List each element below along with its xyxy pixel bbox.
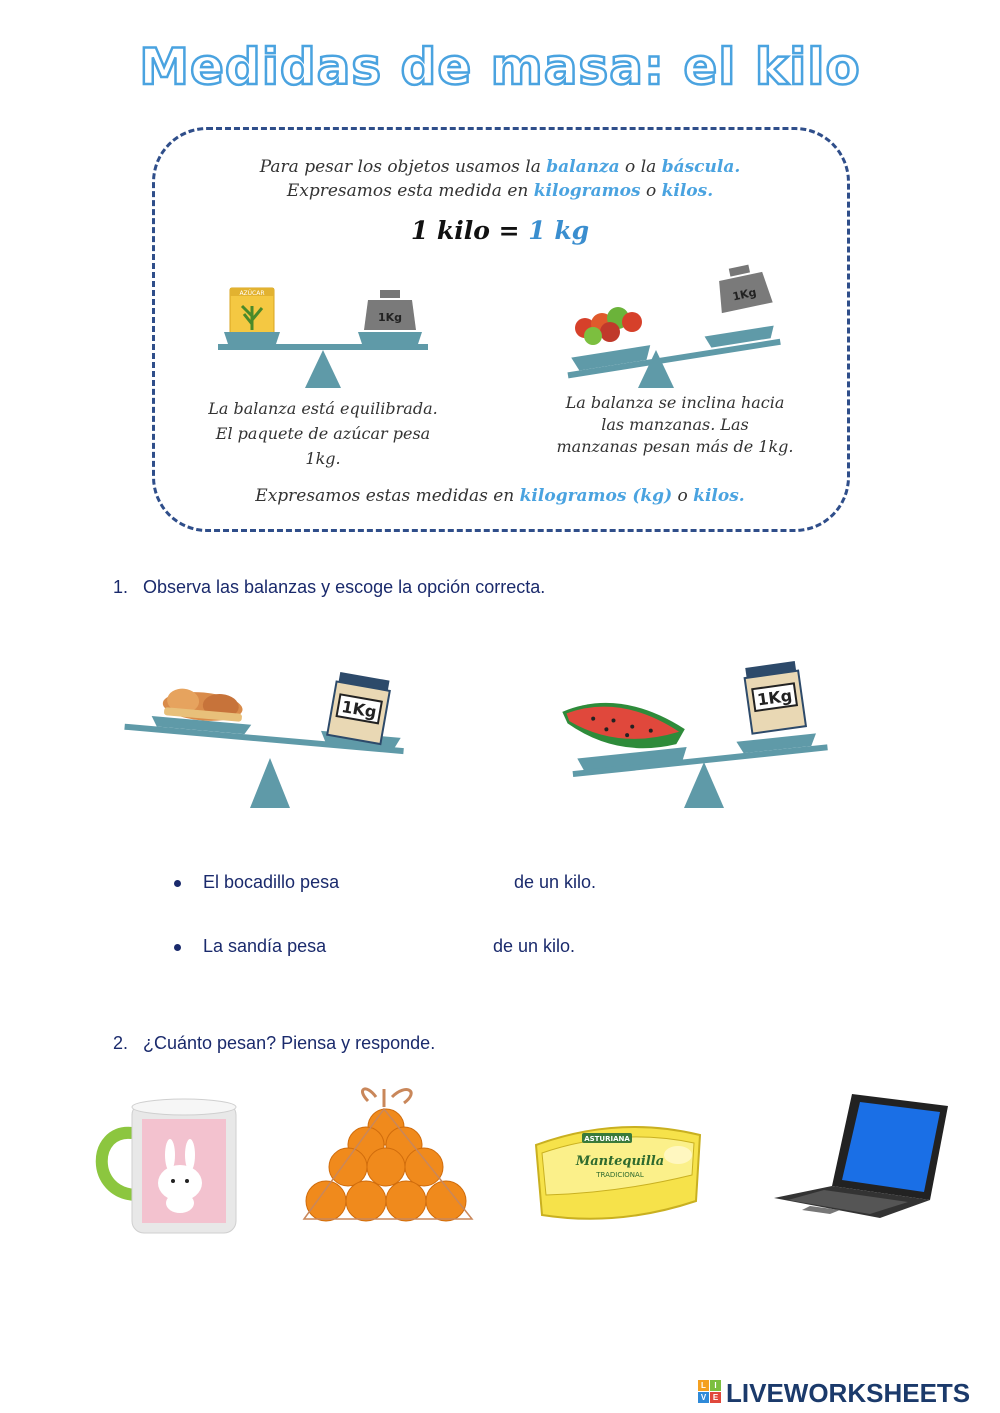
svg-text:1Kg: 1Kg bbox=[377, 311, 403, 324]
svg-text:TRADICIONAL: TRADICIONAL bbox=[596, 1171, 644, 1179]
sandwich-weight-answer-field[interactable] bbox=[364, 872, 508, 898]
caption-tilted-line-2: las manzanas. Las bbox=[601, 415, 749, 434]
answer-item-watermelon-end: de un kilo. bbox=[493, 936, 576, 956]
bullet-dot bbox=[174, 880, 181, 887]
svg-text:ASTURIANA: ASTURIANA bbox=[584, 1135, 630, 1143]
liveworksheets-brand: LIVEWORKSHEETS bbox=[726, 1378, 971, 1408]
caption-balanced-line-3: 1kg. bbox=[305, 449, 341, 468]
answer-item-sandwich bbox=[174, 872, 674, 896]
sugar-package-icon bbox=[230, 288, 274, 334]
tilted-scale-apples-illustration bbox=[560, 262, 790, 392]
caption-tilted-line-3: manzanas pesan más de 1kg. bbox=[556, 437, 794, 456]
answer-item-sandwich-end: de un kilo. bbox=[514, 872, 597, 892]
page-title: Medidas de masa: el kilo bbox=[139, 38, 861, 96]
jar-1kg-icon bbox=[327, 672, 391, 744]
logo-letter-i: I bbox=[710, 1380, 721, 1391]
balanced-scale-illustration bbox=[210, 280, 440, 392]
jar-1kg-icon bbox=[743, 661, 806, 734]
question-2-text: ¿Cuánto pesan? Piensa y responde. bbox=[143, 1033, 436, 1053]
answer-item-sandwich-start: El bocadillo pesa bbox=[203, 872, 340, 892]
question-1-number: 1. bbox=[113, 577, 129, 597]
logo-letter-e: E bbox=[710, 1392, 721, 1403]
liveworksheets-logo-icon bbox=[698, 1380, 722, 1406]
question-2 bbox=[113, 1033, 435, 1054]
oranges-bag-icon bbox=[296, 1083, 481, 1233]
scale-watermelon-illustration bbox=[556, 650, 836, 810]
svg-text:AZÚCAR: AZÚCAR bbox=[239, 290, 265, 297]
question-1-text: Observa las balanzas y escoge la opción correcta. bbox=[143, 577, 546, 597]
question-2-number: 2. bbox=[113, 1033, 129, 1053]
apples-icon bbox=[575, 307, 642, 345]
caption-balanced-line-1: La balanza está equilibrada. bbox=[208, 399, 438, 418]
scale-sandwich-illustration bbox=[120, 670, 410, 815]
butter-tub-icon bbox=[528, 1115, 708, 1235]
svg-text:1Kg: 1Kg bbox=[756, 685, 794, 710]
kilo-equivalence: 1 kilo = 1 kg bbox=[410, 216, 590, 245]
caption-balanced-line-2: El paquete de azúcar pesa bbox=[215, 424, 431, 443]
svg-text:1Kg: 1Kg bbox=[731, 285, 758, 304]
answer-item-watermelon-start: La sandía pesa bbox=[203, 936, 327, 956]
caption-balanced bbox=[168, 396, 478, 471]
question-1 bbox=[113, 577, 545, 598]
logo-letter-l: L bbox=[698, 1380, 709, 1391]
weight-1kg-icon bbox=[713, 262, 773, 313]
intro-line-2: Expresamos esta medida en kilogramos o kilos. bbox=[286, 181, 714, 201]
mug-icon bbox=[88, 1095, 243, 1240]
caption-tilted-line-1: La balanza se inclina hacia bbox=[565, 393, 785, 412]
bullet-dot bbox=[174, 944, 181, 951]
logo-letter-v: V bbox=[698, 1392, 709, 1403]
intro-line-1: Para pesar los objetos usamos la balanza o la báscula. bbox=[259, 157, 741, 177]
watermelon-icon bbox=[562, 694, 687, 757]
svg-text:Mantequilla: Mantequilla bbox=[575, 1154, 665, 1169]
laptop-icon bbox=[770, 1090, 955, 1220]
weight-1kg-icon bbox=[364, 290, 416, 330]
caption-tilted bbox=[520, 392, 830, 458]
answer-item-watermelon bbox=[174, 936, 674, 960]
outro-line: Expresamos estas medidas en kilogramos (kg) o kilos. bbox=[255, 486, 745, 506]
svg-text:1Kg: 1Kg bbox=[340, 696, 378, 722]
watermelon-weight-answer-field[interactable] bbox=[344, 936, 488, 962]
